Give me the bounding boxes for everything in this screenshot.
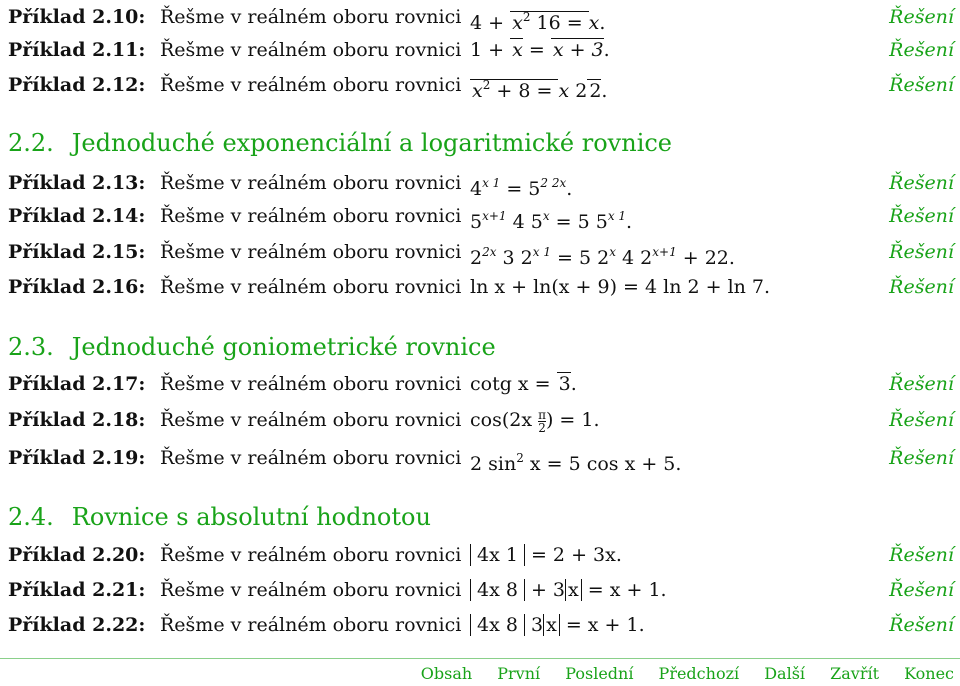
solution-link[interactable]: Řešení [889, 241, 954, 263]
nav-close-link[interactable]: Zavřít [830, 664, 880, 683]
example-row [8, 575, 954, 605]
nav-previous-link[interactable]: Předchozí [658, 664, 740, 683]
example-text: Řešme v reálném oboru rovnici [160, 6, 462, 28]
fraction: $\frac{\pi}{2}$ [538, 407, 546, 435]
example-text: Řešme v reálném oboru rovnici [160, 447, 462, 469]
solution-link[interactable]: Řešení [889, 447, 954, 469]
example-text: Řešme v reálném oboru rovnici [160, 544, 462, 566]
equation: $4 + x^2$ 16 = x. [470, 10, 606, 34]
example-label: Příklad 2.14: [8, 205, 146, 227]
section-heading: 2.3. Jednoduché goniometrické rovnice [8, 333, 496, 361]
example-label: Příklad 2.15: [8, 241, 146, 263]
nav-first-link[interactable]: První [497, 664, 541, 683]
example-label: Příklad 2.13: [8, 172, 146, 194]
nav-exit-link[interactable]: Konec [904, 664, 954, 683]
equation: $4^{x 1} = 5^{2 2x}$. [470, 176, 573, 200]
solution-link[interactable]: Řešení [889, 579, 954, 601]
solution-link[interactable]: Řešení [889, 544, 954, 566]
example-text: Řešme v reálném oboru rovnici [160, 614, 462, 636]
solution-link[interactable]: Řešení [889, 205, 954, 227]
solution-link[interactable]: Řešení [889, 614, 954, 636]
equation: $5^{x+1}$ 4 $5^x = 5$ $5^{x 1}$. [470, 209, 633, 233]
nav-next-link[interactable]: Další [764, 664, 806, 683]
equation: 4x 1 = 2 + 3x. [470, 540, 622, 570]
solution-link[interactable]: Řešení [889, 409, 954, 431]
example-text: Řešme v reálném oboru rovnici [160, 276, 462, 298]
example-row [8, 272, 954, 302]
solution-link[interactable]: Řešení [889, 373, 954, 395]
equation: cos(2x $\frac{\pi}{2}$ ) = 1. [470, 407, 600, 435]
example-label: Příklad 2.18: [8, 409, 146, 431]
solution-link[interactable]: Řešení [889, 276, 954, 298]
section-heading: 2.2. Jednoduché exponenciální a logaritmické rovnice [8, 129, 673, 157]
example-text: Řešme v reálném oboru rovnici [160, 205, 462, 227]
example-label: Příklad 2.21: [8, 579, 146, 601]
example-label: Příklad 2.11: [8, 39, 146, 61]
nav-contents-link[interactable]: Obsah [420, 664, 473, 683]
example-row [8, 2, 954, 32]
example-label: Příklad 2.16: [8, 276, 146, 298]
example-row [8, 201, 954, 231]
example-row [8, 70, 954, 100]
footer-divider [0, 658, 960, 659]
example-row [8, 443, 954, 473]
example-label: Příklad 2.22: [8, 614, 146, 636]
example-label: Příklad 2.20: [8, 544, 146, 566]
solution-link[interactable]: Řešení [889, 172, 954, 194]
example-label: Příklad 2.10: [8, 6, 146, 28]
example-text: Řešme v reálném oboru rovnici [160, 373, 462, 395]
equation: 4x 8 + 3 x = x + 1. [470, 575, 667, 605]
example-row [8, 237, 954, 267]
footer-nav [401, 664, 954, 683]
example-label: Příklad 2.12: [8, 74, 146, 96]
example-row [8, 168, 954, 198]
example-text: Řešme v reálném oboru rovnici [160, 241, 462, 263]
equation: $x^2 + 8 = x$ 2 2. [472, 78, 608, 102]
example-row [8, 405, 954, 435]
solution-link[interactable]: Řešení [889, 74, 954, 96]
example-label: Příklad 2.19: [8, 447, 146, 469]
equation: $2^{2x}$ 3 $2^{x 1} = 5$ 2$^x$ 4 $2^{x+1} + 22$. [470, 245, 735, 269]
solution-link[interactable]: Řešení [889, 39, 954, 61]
example-row [8, 610, 954, 640]
example-row [8, 540, 954, 570]
nav-last-link[interactable]: Poslední [565, 664, 634, 683]
equation: ln x + ln(x + 9) = 4 ln 2 + ln 7. [470, 276, 771, 298]
example-row [8, 35, 954, 65]
example-label: Příklad 2.17: [8, 373, 146, 395]
equation: 2 $\sin^2 x = 5$ cos x + 5. [470, 451, 682, 475]
example-row [8, 369, 954, 399]
section-heading: 2.4. Rovnice s absolutní hodnotou [8, 503, 431, 531]
example-text: Řešme v reálném oboru rovnici [160, 74, 462, 96]
equation: 4x 8 3 x = x + 1. [470, 610, 645, 640]
example-text: Řešme v reálném oboru rovnici [160, 409, 462, 431]
equation: 1 + x = x + 3. [470, 39, 610, 61]
example-text: Řešme v reálném oboru rovnici [160, 172, 462, 194]
solution-link[interactable]: Řešení [889, 6, 954, 28]
example-text: Řešme v reálném oboru rovnici [160, 39, 462, 61]
equation: cotg x = 3. [470, 373, 577, 395]
example-text: Řešme v reálném oboru rovnici [160, 579, 462, 601]
